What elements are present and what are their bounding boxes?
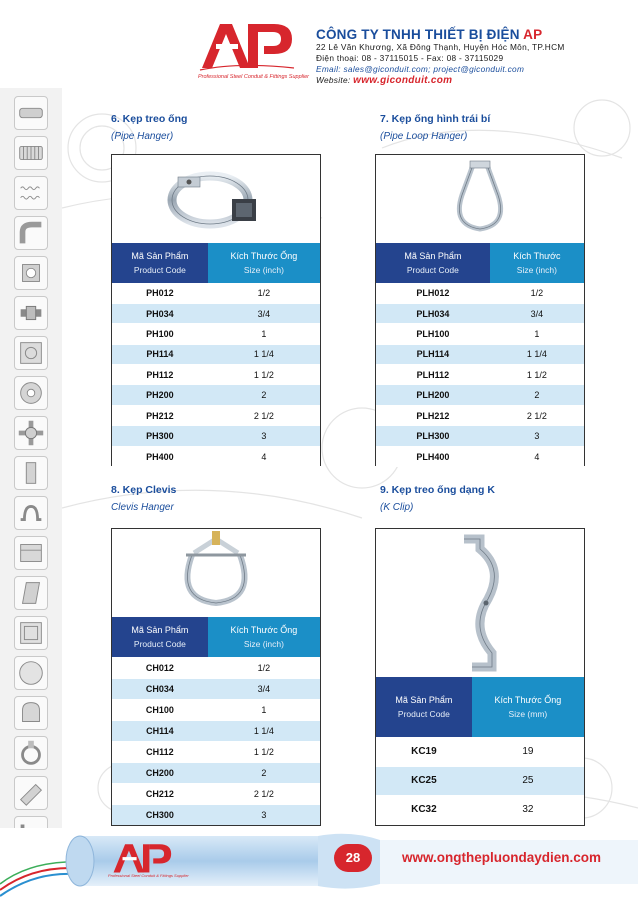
pipe-hanger-image	[112, 155, 320, 243]
product-size: 25	[472, 766, 584, 795]
header-code-vi: Mã Sản Phẩm	[395, 694, 453, 705]
header-size-en: Size (inch)	[516, 264, 557, 275]
header-size-vi: Kích Thước Ống	[494, 694, 562, 705]
table-row	[112, 678, 320, 699]
product-code: PH112	[112, 365, 208, 385]
table-row	[112, 405, 320, 425]
column-header-code	[112, 243, 208, 283]
product-size: 3/4	[490, 303, 584, 323]
product-code: PLH300	[376, 426, 490, 446]
product-code: PLH034	[376, 303, 490, 323]
product-code: KC32	[376, 795, 472, 824]
product-size: 32	[472, 795, 584, 824]
product-size: 3	[208, 804, 320, 825]
product-code: KC19	[376, 737, 472, 766]
table-row	[112, 446, 320, 466]
table-row	[112, 783, 320, 804]
product-size: 1 1/4	[208, 720, 320, 741]
footer-pipe-graphic	[0, 828, 638, 903]
product-8-subtitle: Clevis Hanger	[111, 502, 174, 513]
product-size: 4	[490, 446, 584, 466]
product-code: PH114	[112, 344, 208, 364]
k-clip-image	[376, 529, 584, 677]
table-row	[112, 762, 320, 783]
table-row	[112, 283, 320, 303]
product-code: CH100	[112, 699, 208, 720]
product-code: PH034	[112, 303, 208, 323]
product-code: PH400	[112, 446, 208, 466]
company-email: Email: sales@giconduit.com; project@giconduit.com	[316, 64, 525, 74]
product-7-subtitle: (Pipe Loop Hanger)	[380, 131, 468, 142]
sidebar-round-cover-icon	[14, 656, 48, 690]
product-8-card	[111, 528, 321, 826]
product-8-title: 8. Kẹp Clevis	[111, 484, 177, 496]
product-code: PLH400	[376, 446, 490, 466]
company-phone: Điện thoại: 08 - 37115015 - Fax: 08 - 37115029	[316, 53, 504, 63]
table-row	[112, 804, 320, 825]
column-header-size	[208, 243, 320, 283]
product-9-card	[375, 528, 585, 826]
product-code: PLH112	[376, 365, 490, 385]
column-header-code	[112, 617, 208, 657]
column-header-size	[208, 617, 320, 657]
product-size: 1 1/2	[208, 365, 320, 385]
sidebar-channel-icon	[14, 576, 48, 610]
header-code-en: Product Code	[133, 638, 186, 649]
table-row	[112, 324, 320, 344]
table-row	[376, 324, 584, 344]
product-size: 4	[208, 446, 320, 466]
product-size: 1	[208, 699, 320, 720]
footer-logo-mark-icon	[108, 843, 178, 875]
logo-tagline: Professional Steel Conduit & Fittings Supplier	[198, 74, 309, 80]
product-size: 1/2	[208, 657, 320, 678]
table-row	[376, 446, 584, 466]
header-size-vi: Kích Thước Ống	[230, 624, 298, 635]
product-size: 1 1/4	[490, 344, 584, 364]
product-size: 1 1/2	[490, 365, 584, 385]
table-row	[112, 699, 320, 720]
table-row	[112, 741, 320, 762]
product-9-title: 9. Kẹp treo ống dạng K	[380, 484, 495, 496]
header-size-vi: Kích Thước	[513, 250, 561, 261]
page-header	[0, 0, 638, 96]
product-size: 2	[490, 385, 584, 405]
sidebar-connector-icon	[14, 296, 48, 330]
product-code: PLH200	[376, 385, 490, 405]
sidebar-conduit-pipe-icon	[14, 96, 48, 130]
company-address: 22 Lê Văn Khương, Xã Đông Thạnh, Huyện Hóc Môn, TP.HCM	[316, 42, 565, 52]
product-size: 1 1/2	[208, 741, 320, 762]
product-size: 1 1/4	[208, 344, 320, 364]
product-code: CH012	[112, 657, 208, 678]
footer-logo	[108, 843, 189, 879]
product-code: PLH012	[376, 283, 490, 303]
sidebar-bell-box-icon	[14, 696, 48, 730]
page-number: 28	[334, 844, 372, 872]
product-code: PH100	[112, 324, 208, 344]
product-code: PH200	[112, 385, 208, 405]
product-code: CH200	[112, 762, 208, 783]
header-size-en: Size (inch)	[243, 264, 284, 275]
table-row	[376, 365, 584, 385]
table-row	[112, 657, 320, 678]
table-row	[376, 737, 584, 766]
column-header-size	[490, 243, 584, 283]
sidebar-flexible-conduit-icon	[14, 136, 48, 170]
table-row	[376, 426, 584, 446]
sidebar-support-icon	[14, 776, 48, 810]
table-row	[112, 365, 320, 385]
column-header-size	[472, 677, 584, 737]
product-code: PH012	[112, 283, 208, 303]
sidebar-corrugated-conduit-icon	[14, 176, 48, 210]
product-size: 3	[208, 426, 320, 446]
clevis-hanger-image	[112, 529, 320, 617]
product-size: 3	[490, 426, 584, 446]
product-category-sidebar	[0, 88, 62, 828]
product-9-subtitle: (K Clip)	[380, 502, 414, 513]
product-code: PH212	[112, 405, 208, 425]
page-footer	[0, 828, 638, 903]
product-size: 1	[490, 324, 584, 344]
sidebar-box-cover-icon	[14, 616, 48, 650]
company-website	[316, 75, 616, 86]
sidebar-coupling-icon	[14, 256, 48, 290]
product-code: PLH212	[376, 405, 490, 425]
product-size: 2 1/2	[208, 783, 320, 804]
table-row	[376, 344, 584, 364]
product-size: 1/2	[490, 283, 584, 303]
table-row	[112, 303, 320, 323]
product-code: CH034	[112, 678, 208, 699]
website-link[interactable]: www.giconduit.com	[353, 75, 453, 86]
sidebar-round-box-icon	[14, 376, 48, 410]
sidebar-clamp-icon	[14, 456, 48, 490]
pipe-loop-hanger-image	[376, 155, 584, 243]
product-6-card	[111, 154, 321, 466]
header-code-vi: Mã Sản Phẩm	[404, 250, 462, 261]
product-7-table	[376, 243, 584, 467]
sidebar-hanger-icon	[14, 736, 48, 770]
product-code: PH300	[112, 426, 208, 446]
product-size: 3/4	[208, 303, 320, 323]
product-size: 3/4	[208, 678, 320, 699]
footer-logo-tagline: Professional Steel Conduit & Fittings Supplier	[108, 873, 189, 878]
header-size-vi: Kích Thước Ống	[230, 250, 298, 261]
company-name-text: CÔNG TY TNHH THIẾT BỊ ĐIỆN	[316, 27, 524, 42]
header-code-vi: Mã Sản Phẩm	[131, 624, 189, 635]
product-code: CH114	[112, 720, 208, 741]
product-7-card	[375, 154, 585, 466]
product-code: KC25	[376, 766, 472, 795]
column-header-code	[376, 677, 472, 737]
sidebar-elbow-icon	[14, 216, 48, 250]
table-row	[376, 283, 584, 303]
header-code-vi: Mã Sản Phẩm	[131, 250, 189, 261]
company-logo	[198, 22, 309, 84]
header-code-en: Product Code	[397, 708, 450, 719]
sidebar-cabinet-icon	[14, 536, 48, 570]
product-code: PLH100	[376, 324, 490, 344]
product-6-title: 6. Kẹp treo ống	[111, 113, 188, 125]
product-code: CH300	[112, 804, 208, 825]
product-8-table	[112, 617, 320, 825]
table-row	[376, 405, 584, 425]
product-6-subtitle: (Pipe Hanger)	[111, 131, 174, 142]
table-row	[112, 344, 320, 364]
table-row	[376, 385, 584, 405]
company-name-ap: AP	[523, 27, 543, 42]
table-row	[112, 720, 320, 741]
sidebar-strap-icon	[14, 496, 48, 530]
column-header-code	[376, 243, 490, 283]
sidebar-junction-box-icon	[14, 336, 48, 370]
website-label: Website:	[316, 75, 354, 85]
product-code: CH212	[112, 783, 208, 804]
product-size: 1/2	[208, 283, 320, 303]
product-size: 19	[472, 737, 584, 766]
product-size: 2	[208, 762, 320, 783]
table-row	[376, 766, 584, 795]
table-row	[376, 303, 584, 323]
product-code: PLH114	[376, 344, 490, 364]
table-row	[112, 426, 320, 446]
table-row	[376, 795, 584, 824]
product-size: 1	[208, 324, 320, 344]
product-size: 2	[208, 385, 320, 405]
footer-website-link[interactable]: www.ongthepluondaydien.com	[402, 850, 601, 865]
product-size: 2 1/2	[490, 405, 584, 425]
header-code-en: Product Code	[406, 264, 459, 275]
company-name	[316, 27, 616, 42]
product-size: 2 1/2	[208, 405, 320, 425]
table-row	[112, 385, 320, 405]
product-code: CH112	[112, 741, 208, 762]
header-code-en: Product Code	[133, 264, 186, 275]
product-7-title: 7. Kẹp ống hình trái bí	[380, 113, 491, 125]
header-size-en: Size (inch)	[243, 638, 284, 649]
sidebar-tee-box-icon	[14, 416, 48, 450]
company-info	[316, 27, 616, 86]
product-6-table	[112, 243, 320, 467]
header-size-en: Size (mm)	[508, 708, 548, 719]
product-9-table	[376, 677, 584, 824]
